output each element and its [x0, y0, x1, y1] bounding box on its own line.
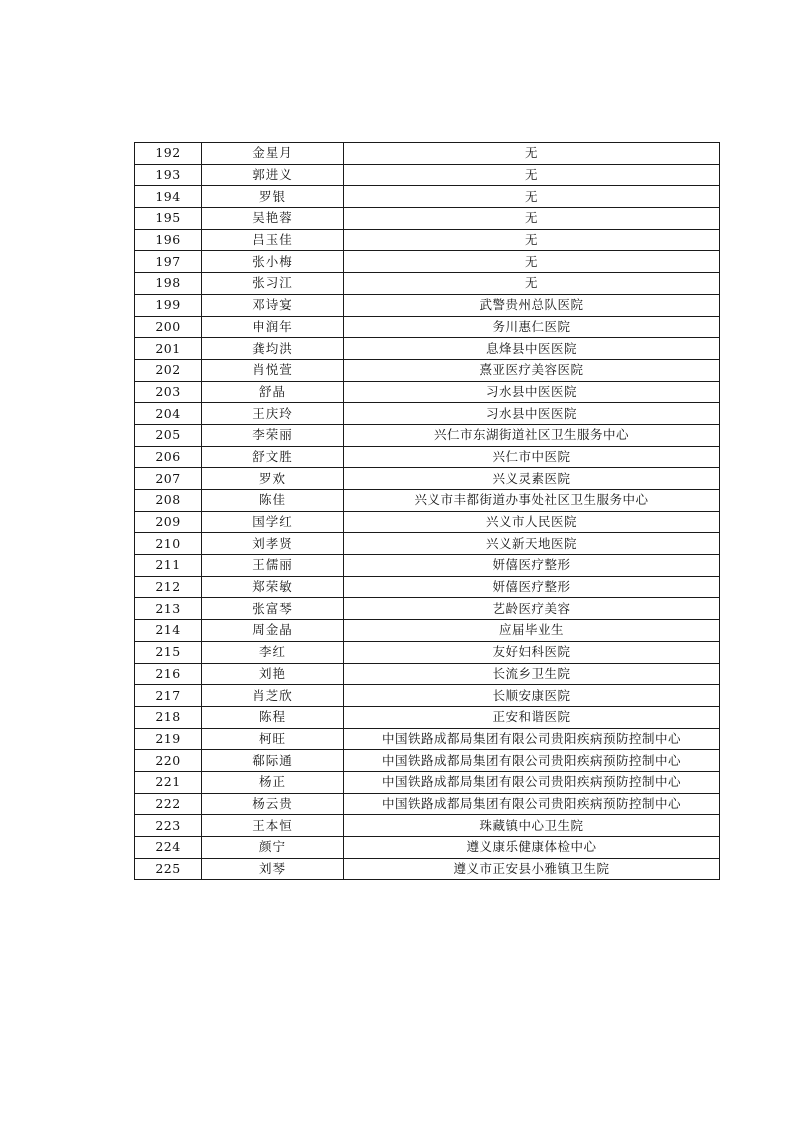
person-name: 邓诗宴 [202, 294, 344, 316]
table-row [135, 468, 720, 490]
row-number: 223 [135, 815, 202, 837]
row-number: 219 [135, 728, 202, 750]
row-number: 204 [135, 403, 202, 425]
person-name: 肖芝欣 [202, 685, 344, 707]
person-name: 杨正 [202, 771, 344, 793]
work-unit: 无 [344, 251, 720, 273]
table-row [135, 424, 720, 446]
table-row [135, 143, 720, 165]
person-name: 吕玉佳 [202, 229, 344, 251]
table-row [135, 273, 720, 295]
table-row [135, 229, 720, 251]
row-number: 195 [135, 208, 202, 230]
person-name: 国学红 [202, 511, 344, 533]
row-number: 220 [135, 750, 202, 772]
roster-table-body [135, 143, 720, 880]
row-number: 221 [135, 771, 202, 793]
work-unit: 兴义市人民医院 [344, 511, 720, 533]
table-row [135, 490, 720, 512]
table-row [135, 663, 720, 685]
person-name: 张富琴 [202, 598, 344, 620]
row-number: 213 [135, 598, 202, 620]
row-number: 210 [135, 533, 202, 555]
row-number: 215 [135, 641, 202, 663]
work-unit: 中国铁路成都局集团有限公司贵阳疾病预防控制中心 [344, 793, 720, 815]
person-name: 王儒丽 [202, 555, 344, 577]
person-name: 张小梅 [202, 251, 344, 273]
row-number: 225 [135, 858, 202, 880]
table-row [135, 338, 720, 360]
work-unit: 遵义市正安县小雅镇卫生院 [344, 858, 720, 880]
person-name: 周金晶 [202, 620, 344, 642]
person-name: 王庆玲 [202, 403, 344, 425]
table-row [135, 771, 720, 793]
row-number: 218 [135, 706, 202, 728]
table-row [135, 316, 720, 338]
table-row [135, 555, 720, 577]
row-number: 212 [135, 576, 202, 598]
row-number: 214 [135, 620, 202, 642]
person-name: 郑荣敏 [202, 576, 344, 598]
row-number: 207 [135, 468, 202, 490]
table-row [135, 576, 720, 598]
person-name: 金星月 [202, 143, 344, 165]
row-number: 196 [135, 229, 202, 251]
person-name: 罗欢 [202, 468, 344, 490]
work-unit: 熹亚医疗美容医院 [344, 359, 720, 381]
work-unit: 无 [344, 186, 720, 208]
table-row [135, 706, 720, 728]
work-unit: 武警贵州总队医院 [344, 294, 720, 316]
row-number: 222 [135, 793, 202, 815]
row-number: 209 [135, 511, 202, 533]
person-name: 肖悦萱 [202, 359, 344, 381]
person-name: 柯旺 [202, 728, 344, 750]
table-row [135, 728, 720, 750]
table-row [135, 359, 720, 381]
person-name: 李红 [202, 641, 344, 663]
table-row [135, 793, 720, 815]
work-unit: 妍僖医疗整形 [344, 555, 720, 577]
table-row [135, 511, 720, 533]
row-number: 205 [135, 424, 202, 446]
table-row [135, 294, 720, 316]
person-name: 郗际通 [202, 750, 344, 772]
person-name: 陈佳 [202, 490, 344, 512]
person-name: 杨云贵 [202, 793, 344, 815]
row-number: 198 [135, 273, 202, 295]
person-name: 李荣丽 [202, 424, 344, 446]
table-row [135, 186, 720, 208]
row-number: 216 [135, 663, 202, 685]
person-name: 吴艳蓉 [202, 208, 344, 230]
row-number: 224 [135, 837, 202, 859]
table-row [135, 446, 720, 468]
table-row [135, 815, 720, 837]
row-number: 202 [135, 359, 202, 381]
person-name: 陈程 [202, 706, 344, 728]
person-name: 舒文胜 [202, 446, 344, 468]
person-name: 舒晶 [202, 381, 344, 403]
person-name: 张习江 [202, 273, 344, 295]
person-name: 龚均洪 [202, 338, 344, 360]
work-unit: 艺龄医疗美容 [344, 598, 720, 620]
work-unit: 正安和谐医院 [344, 706, 720, 728]
row-number: 200 [135, 316, 202, 338]
row-number: 192 [135, 143, 202, 165]
person-name: 刘琴 [202, 858, 344, 880]
row-number: 194 [135, 186, 202, 208]
work-unit: 无 [344, 143, 720, 165]
work-unit: 息烽县中医医院 [344, 338, 720, 360]
row-number: 217 [135, 685, 202, 707]
table-row [135, 208, 720, 230]
person-name: 王本恒 [202, 815, 344, 837]
work-unit: 习水县中医医院 [344, 381, 720, 403]
table-row [135, 685, 720, 707]
work-unit: 长流乡卫生院 [344, 663, 720, 685]
person-name: 刘孝贤 [202, 533, 344, 555]
table-row [135, 750, 720, 772]
work-unit: 中国铁路成都局集团有限公司贵阳疾病预防控制中心 [344, 750, 720, 772]
roster-table [134, 142, 720, 880]
table-row [135, 837, 720, 859]
work-unit: 无 [344, 164, 720, 186]
row-number: 203 [135, 381, 202, 403]
work-unit: 中国铁路成都局集团有限公司贵阳疾病预防控制中心 [344, 728, 720, 750]
row-number: 201 [135, 338, 202, 360]
table-row [135, 598, 720, 620]
work-unit: 无 [344, 208, 720, 230]
work-unit: 遵义康乐健康体检中心 [344, 837, 720, 859]
work-unit: 中国铁路成都局集团有限公司贵阳疾病预防控制中心 [344, 771, 720, 793]
table-row [135, 533, 720, 555]
row-number: 197 [135, 251, 202, 273]
work-unit: 务川惠仁医院 [344, 316, 720, 338]
person-name: 郭进义 [202, 164, 344, 186]
work-unit: 珠藏镇中心卫生院 [344, 815, 720, 837]
table-row [135, 858, 720, 880]
work-unit: 无 [344, 229, 720, 251]
table-row [135, 403, 720, 425]
work-unit: 兴仁市东湖街道社区卫生服务中心 [344, 424, 720, 446]
row-number: 206 [135, 446, 202, 468]
table-row [135, 381, 720, 403]
row-number: 199 [135, 294, 202, 316]
work-unit: 应届毕业生 [344, 620, 720, 642]
person-name: 颜宁 [202, 837, 344, 859]
work-unit: 长顺安康医院 [344, 685, 720, 707]
work-unit: 友好妇科医院 [344, 641, 720, 663]
work-unit: 兴义市丰都街道办事处社区卫生服务中心 [344, 490, 720, 512]
person-name: 刘艳 [202, 663, 344, 685]
work-unit: 无 [344, 273, 720, 295]
work-unit: 兴义新天地医院 [344, 533, 720, 555]
row-number: 208 [135, 490, 202, 512]
person-name: 申润年 [202, 316, 344, 338]
work-unit: 兴义灵素医院 [344, 468, 720, 490]
person-name: 罗银 [202, 186, 344, 208]
table-row [135, 620, 720, 642]
row-number: 193 [135, 164, 202, 186]
table-row [135, 164, 720, 186]
work-unit: 妍僖医疗整形 [344, 576, 720, 598]
work-unit: 习水县中医医院 [344, 403, 720, 425]
row-number: 211 [135, 555, 202, 577]
work-unit: 兴仁市中医院 [344, 446, 720, 468]
table-row [135, 641, 720, 663]
table-row [135, 251, 720, 273]
